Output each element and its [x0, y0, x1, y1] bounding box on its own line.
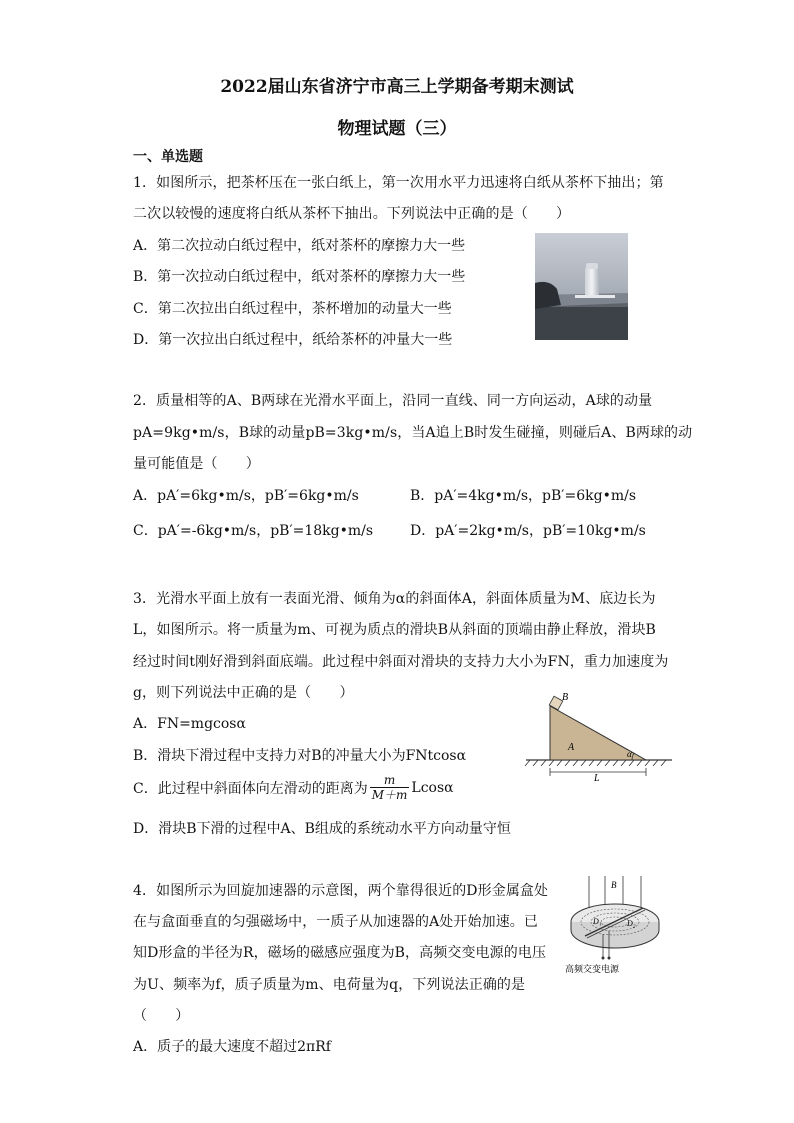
- q1-option-d[interactable]: D．第一次拉出白纸过程中，纸给茶杯的冲量大一些: [133, 332, 453, 348]
- label-alpha: α: [627, 749, 632, 759]
- q2-option-a[interactable]: A．pA′=6kg•m/s，pB′=6kg•m/s: [133, 488, 359, 504]
- label-b: B: [562, 692, 569, 703]
- q3-option-d[interactable]: D．滑块B下滑的过程中A、B组成的系统动水平方向动量守恒: [133, 821, 511, 837]
- q3-stem-line4: g，则下列说法中正确的是（ ）: [133, 685, 354, 701]
- fraction-numerator: m: [383, 773, 396, 787]
- q4-stem-line3: 知D形盒的半径为R，磁场的磁感应强度为B，高频交变电源的电压: [133, 945, 547, 961]
- page-subtitle: 物理试题（三）: [337, 119, 457, 139]
- label-d2: D₂: [627, 919, 636, 928]
- q4-stem-line1: 4．如图所示为回旋加速器的示意图，两个靠得很近的D形金属盒处: [133, 883, 549, 899]
- q3-option-c[interactable]: [133, 773, 454, 802]
- q1-option-a[interactable]: A．第二次拉动白纸过程中，纸对茶杯的摩擦力大一些: [133, 238, 466, 254]
- q1-stem-line2: 二次以较慢的速度将白纸从茶杯下抽出。下列说法中正确的是（ ）: [133, 206, 571, 222]
- q2-option-c[interactable]: C．pA′=-6kg•m/s，pB′=18kg•m/s: [133, 523, 374, 539]
- q3-option-a[interactable]: A．FN=mgcosα: [133, 716, 246, 732]
- label-d1: D₁: [593, 917, 602, 926]
- q3-option-c-fraction: [370, 773, 410, 802]
- q3-option-c-text: C．此过程中斜面体向左滑动的距离为: [133, 780, 368, 797]
- q3-option-b[interactable]: B．滑块下滑过程中支持力对B的冲量大小为FNtcosα: [133, 748, 467, 764]
- q4-stem-line5: （ ）: [133, 1008, 190, 1024]
- q1-teacup-photo: [535, 233, 628, 340]
- q4-cyclotron-figure: [563, 872, 667, 978]
- q2-option-d[interactable]: D．pA′=2kg•m/s，pB′=10kg•m/s: [410, 523, 646, 539]
- q4-option-a[interactable]: A．质子的最大速度不超过2πRf: [133, 1039, 331, 1055]
- q2-stem-line1: 2．质量相等的A、B两球在光滑水平面上，沿同一直线、同一方向运动，A球的动量: [133, 393, 653, 409]
- q3-option-c-suffix: Lcosα: [411, 779, 454, 796]
- q1-option-b[interactable]: B．第一次拉动白纸过程中，纸对茶杯的摩擦力大一些: [133, 269, 466, 285]
- q4-stem-line4: 为U、频率为f，质子质量为m、电荷量为q，下列说法正确的是: [133, 977, 526, 993]
- q1-stem-line1: 1．如图所示，把茶杯压在一张白纸上，第一次用水平力迅速将白纸从茶杯下抽出；第: [133, 175, 664, 191]
- q2-stem-line2: pA=9kg•m/s，B球的动量pB=3kg•m/s，当A追上B时发生碰撞，则碰后A、B两球的动: [133, 425, 693, 441]
- q3-stem-line2: L，如图所示。将一质量为m、可视为质点的滑块B从斜面的顶端由静止释放，滑块B: [133, 622, 656, 638]
- page-title: 2022届山东省济宁市高三上学期备考期末测试: [220, 77, 574, 97]
- q2-option-b[interactable]: B．pA′=4kg•m/s，pB′=6kg•m/s: [410, 488, 637, 504]
- q3-incline-figure: [524, 690, 676, 782]
- q3-stem-line1: 3．光滑水平面上放有一表面光滑、倾角为α的斜面体A，斜面体质量为M、底边长为: [133, 591, 656, 607]
- ground-hatching: [525, 760, 666, 766]
- label-a: A: [568, 742, 575, 753]
- q2-stem-line3: 量可能值是（ ）: [133, 456, 260, 472]
- power-source-caption: 高频交变电源: [565, 965, 620, 975]
- q4-stem-line2: 在与盒面垂直的匀强磁场中，一质子从加速器的A处开始加速。已: [133, 914, 539, 930]
- q1-option-c[interactable]: C．第二次拉出白纸过程中，茶杯增加的动量大一些: [133, 301, 452, 317]
- section-label: 一、单选题: [133, 149, 203, 165]
- label-l: L: [594, 773, 600, 782]
- label-b: B: [611, 880, 617, 890]
- q3-stem-line3: 经过时间t刚好滑到斜面底端。此过程中斜面对滑块的支持力大小为FN，重力加速度为: [133, 654, 669, 670]
- fraction-denominator: M＋m: [371, 788, 408, 802]
